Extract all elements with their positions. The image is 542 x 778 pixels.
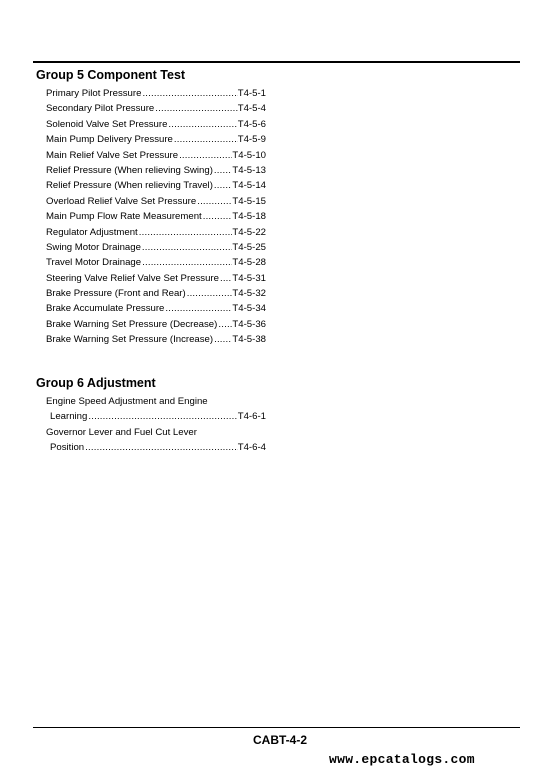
toc-entry-page: T4-5-32 — [232, 288, 266, 300]
dot-leader — [164, 301, 232, 316]
toc-entry-label: Main Relief Valve Set Pressure — [46, 149, 179, 161]
toc-entry-label: Secondary Pilot Pressure — [46, 103, 155, 115]
watermark-link[interactable]: www.epcatalogs.com — [329, 752, 475, 767]
toc-entry-label: Brake Warning Set Pressure (Decrease) — [46, 318, 218, 330]
toc-entry-label: Main Pump Flow Rate Measurement — [46, 211, 202, 223]
toc-entry[interactable] — [46, 178, 266, 193]
footer-rule — [33, 727, 520, 728]
toc-entry[interactable] — [46, 271, 266, 286]
toc-entry[interactable] — [46, 240, 266, 255]
toc-entry-page: T4-5-15 — [232, 195, 266, 207]
toc-entry-page: T4-5-10 — [232, 149, 266, 161]
toc-entry[interactable] — [46, 194, 266, 209]
toc-entry[interactable] — [46, 425, 266, 440]
dot-leader — [87, 409, 237, 424]
toc-entry-page: T4-5-25 — [232, 241, 266, 253]
toc-entry-page: T4-6-4 — [237, 442, 266, 454]
dot-leader — [178, 148, 232, 163]
toc-entry-page: T4-5-18 — [232, 211, 266, 223]
dot-leader — [154, 101, 237, 116]
dot-leader — [213, 332, 232, 347]
toc-entry-label: Overload Relief Valve Set Pressure — [46, 195, 197, 207]
toc-group-adjustment — [36, 376, 266, 456]
toc-list — [36, 86, 266, 348]
toc-entry-page: T4-5-14 — [232, 180, 266, 192]
dot-leader — [213, 163, 233, 178]
toc-entry[interactable] — [46, 301, 266, 316]
dot-leader — [141, 255, 232, 270]
toc-entry-label: Position — [50, 442, 85, 454]
toc-entry[interactable] — [46, 148, 266, 163]
toc-entry-page: T4-5-9 — [237, 134, 266, 146]
toc-entry[interactable] — [46, 317, 266, 332]
dot-leader — [217, 317, 232, 332]
toc-entry-label: Governor Lever and Fuel Cut Lever — [46, 426, 197, 438]
dot-leader — [141, 86, 237, 101]
toc-entry-page: T4-5-31 — [232, 272, 266, 284]
toc-entry-label: Swing Motor Drainage — [46, 241, 141, 253]
toc-entry-page: T4-5-36 — [232, 318, 266, 330]
toc-entry[interactable] — [46, 225, 266, 240]
toc-entry-label: Brake Accumulate Pressure — [46, 303, 165, 315]
toc-entry[interactable] — [46, 101, 266, 116]
toc-entry-label: Regulator Adjustment — [46, 226, 138, 238]
toc-entry-label: Relief Pressure (When relieving Swing) — [46, 164, 213, 176]
toc-entry-page: T4-5-13 — [232, 164, 266, 176]
toc-entry-page: T4-5-6 — [237, 118, 266, 130]
toc-entry[interactable] — [46, 409, 266, 424]
toc-entry-label: Travel Motor Drainage — [46, 257, 142, 269]
toc-entry[interactable] — [46, 440, 266, 455]
toc-entry-page: T4-5-28 — [232, 257, 266, 269]
group-title: Group 6 Adjustment — [36, 376, 156, 390]
toc-entry-page: T4-5-38 — [232, 334, 266, 346]
toc-entry[interactable] — [46, 86, 266, 101]
toc-entry-label: Learning — [50, 411, 88, 423]
toc-entry[interactable] — [46, 394, 266, 409]
dot-leader — [213, 178, 233, 193]
toc-entry[interactable] — [46, 255, 266, 270]
dot-leader — [138, 225, 233, 240]
toc-entry-page: T4-5-34 — [232, 303, 266, 315]
group-title: Group 5 Component Test — [36, 68, 186, 82]
toc-entry[interactable] — [46, 332, 266, 347]
toc-entry[interactable] — [46, 286, 266, 301]
toc-entry-label: Solenoid Valve Set Pressure — [46, 118, 168, 130]
toc-entry[interactable] — [46, 132, 266, 147]
toc-entry-page: T4-5-4 — [237, 103, 266, 115]
dot-leader — [196, 194, 232, 209]
toc-entry-label: Main Pump Delivery Pressure — [46, 134, 173, 146]
dot-leader — [84, 440, 238, 455]
toc-entry-page: T4-5-1 — [237, 88, 266, 99]
toc-entry[interactable] — [46, 209, 266, 224]
toc-entry[interactable] — [46, 117, 266, 132]
dot-leader — [167, 117, 237, 132]
toc-group-component-test — [36, 68, 266, 348]
dot-leader — [219, 271, 232, 286]
dot-leader — [202, 209, 233, 224]
toc-entry-page: T4-5-22 — [232, 226, 266, 238]
toc-entry-label: Engine Speed Adjustment and Engine — [46, 396, 208, 407]
toc-entry[interactable] — [46, 163, 266, 178]
toc-entry-label: Relief Pressure (When relieving Travel) — [46, 180, 213, 192]
toc-entry-page: T4-6-1 — [237, 411, 266, 423]
toc-list — [36, 394, 266, 456]
dot-leader — [141, 240, 232, 255]
dot-leader — [173, 132, 238, 147]
toc-entry-label: Primary Pilot Pressure — [46, 88, 142, 99]
dot-leader — [186, 286, 233, 301]
toc-entry-label: Steering Valve Relief Valve Set Pressure — [46, 272, 219, 284]
toc-entry-label: Brake Warning Set Pressure (Increase) — [46, 334, 214, 346]
header-rule — [33, 61, 520, 63]
toc-entry-label: Brake Pressure (Front and Rear) — [46, 288, 186, 300]
page-number: CABT-4-2 — [253, 733, 308, 747]
